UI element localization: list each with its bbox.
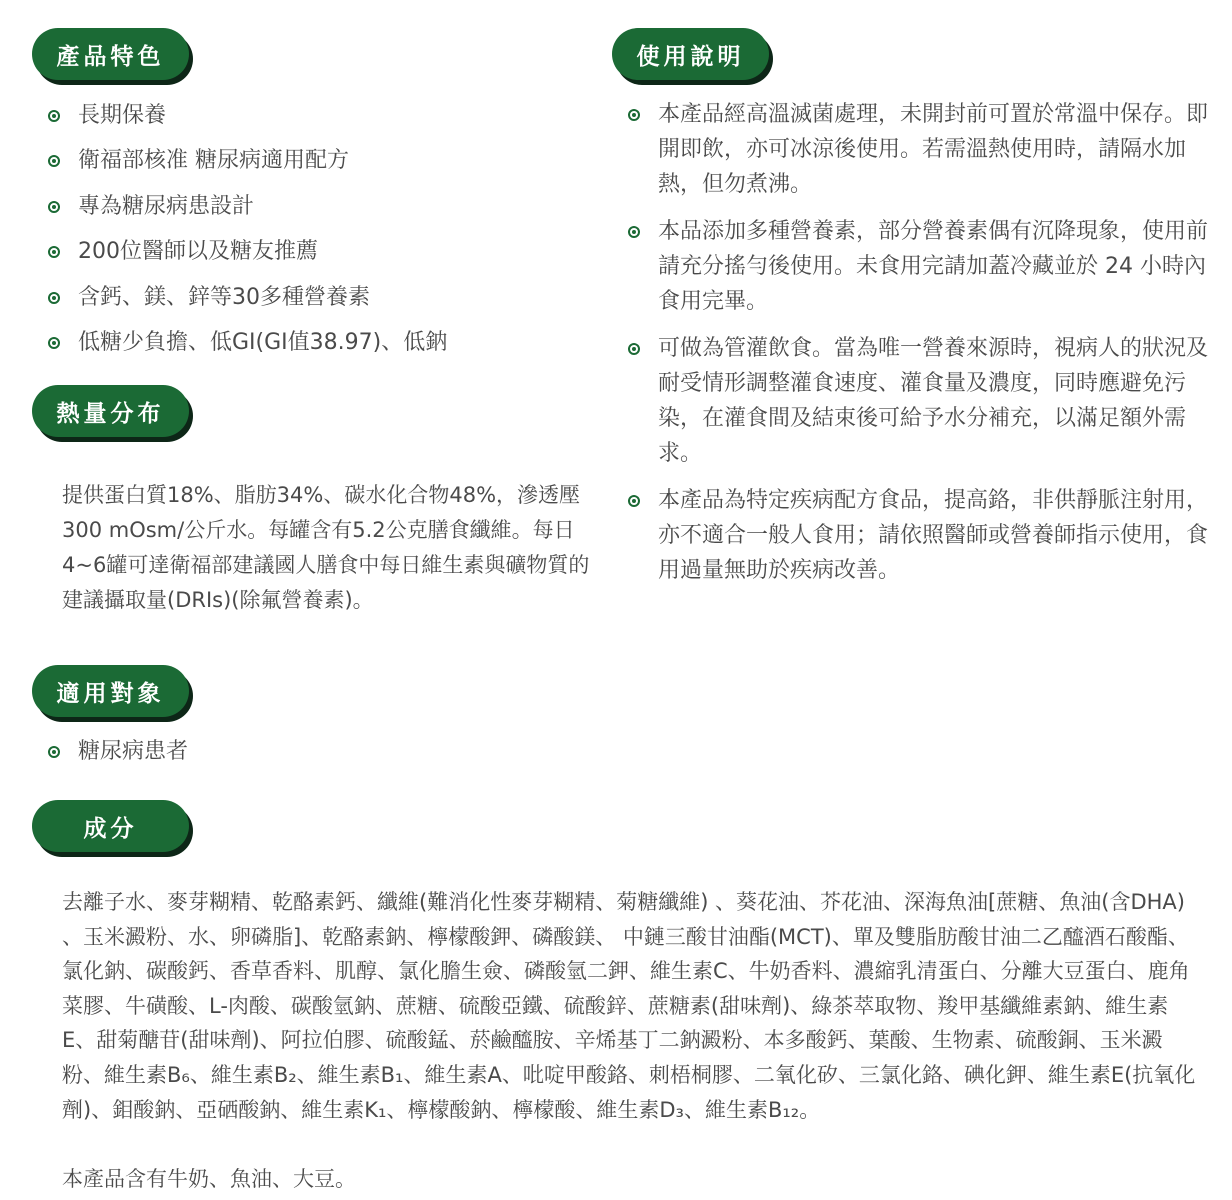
usage-text: 可做為管灌飲食。當為唯一營養來源時，視病人的狀況及耐受情形調整灌食速度、灌食量及濃度，同時應避免污染，在灌食間及結束後可給予水分補充，以滿足額外需求。 (658, 336, 1209, 466)
usage-text: 本品添加多種營養素，部分營養素偶有沉降現象，使用前請充分搖勻後使用。未食用完請加蓋冷藏並於 24 小時內食用完畢。 (658, 219, 1209, 314)
bullet-icon (48, 292, 60, 304)
calorie-text: 提供蛋白質18%、脂肪34%、碳水化合物48%，滲透壓300 mOsm/公斤水。每罐含有5.2公克膳食纖維。每日4~6罐可達衛福部建議國人膳食中每日維生素與礦物質的建議攝取量(DRIs)(除氟營養素)。 (62, 483, 590, 612)
feature-text: 含鈣、鎂、鋅等30多種營養素 (78, 284, 370, 310)
bullet-icon (628, 226, 640, 238)
list-item (628, 214, 1208, 319)
targets-heading: 適用對象 (32, 665, 189, 717)
list-item (48, 282, 608, 327)
list-item (628, 97, 1208, 202)
bullet-icon (628, 495, 640, 507)
bullet-icon (628, 109, 640, 121)
feature-text: 長期保養 (78, 103, 167, 128)
list-item (48, 327, 608, 372)
target-text: 糖尿病患者 (78, 739, 189, 764)
bullet-icon (48, 201, 60, 213)
list-item (48, 100, 608, 145)
usage-text: 本產品經高溫滅菌處理，未開封前可置於常溫中保存。即開即飲，亦可冰涼後使用。若需溫熱使用時，請隔水加熱，但勿煮沸。 (658, 102, 1209, 197)
list-item (628, 331, 1208, 471)
features-list (48, 100, 608, 372)
bullet-icon (48, 155, 60, 167)
bullet-icon (48, 110, 60, 122)
list-item (628, 483, 1208, 588)
bullet-icon (628, 343, 640, 355)
feature-text: 低糖少負擔、低GI(GI值38.97)、低鈉 (78, 329, 448, 355)
list-item (48, 145, 608, 190)
bullet-icon (48, 337, 60, 349)
usage-list (628, 97, 1208, 600)
features-heading: 產品特色 (32, 28, 189, 80)
list-item (48, 736, 548, 768)
calorie-heading: 熱量分布 (32, 385, 189, 437)
ingredients-text: 去離子水、麥芽糊精、乾酪素鈣、纖維(難消化性麥芽糊精、菊糖纖維) 、葵花油、芥花油、深海魚油[蔗糖、魚油(含DHA) 、玉米澱粉、水、卵磷脂]、乾酪素鈉、檸檬酸鉀、磷酸鎂、 中鏈三酸甘油酯(MCT)、單及雙脂肪酸甘油二乙醯酒石酸酯、氯化鈉、碳酸鈣、香草香料、肌醇、氯化膽生僉、磷酸氫二鉀、維生素C、牛奶香料、濃縮乳清蛋白、分離大豆蛋白、鹿角菜膠、牛磺酸、L-肉酸、碳酸氫鈉、蔗糖、硫酸亞鐵、硫酸鋅、蔗糖素(甜味劑)、綠茶萃取物、羧甲基纖維素鈉、維生素E、甜菊醣苷(甜味劑)、阿拉伯膠、硫酸錳、菸鹼醯胺、辛烯基丁二鈉澱粉、本多酸鈣、葉酸、生物素、硫酸銅、玉米澱粉、維生素B₆、維生素B₂、維生素B₁、維生素A、吡啶甲酸鉻、刺梧桐膠、二氧化矽、三氯化鉻、碘化鉀、維生素E(抗氧化劑)、鉬酸鈉、亞硒酸鈉、維生素K₁、檸檬酸鈉、檸檬酸、維生素D₃、維生素B₁₂。 (62, 890, 1196, 1122)
targets-list (48, 736, 548, 768)
usage-heading: 使用說明 (612, 28, 769, 80)
list-item (48, 236, 608, 281)
bullet-icon (48, 246, 60, 258)
feature-text: 專為糖尿病患設計 (78, 193, 255, 219)
usage-text: 本產品為特定疾病配方食品，提高鉻，非供靜脈注射用，亦不適合一般人食用；請依照醫師或營養師指示使用，食用過量無助於疾病改善。 (658, 488, 1209, 583)
list-item (48, 191, 608, 236)
bullet-icon (48, 746, 60, 758)
feature-text: 衛福部核准 糖尿病適用配方 (78, 148, 349, 174)
feature-text: 200位醫師以及糖友推薦 (78, 239, 318, 265)
allergen-note: 本產品含有牛奶、魚油、大豆。 (62, 1167, 356, 1191)
ingredients-heading: 成分 (32, 800, 189, 852)
